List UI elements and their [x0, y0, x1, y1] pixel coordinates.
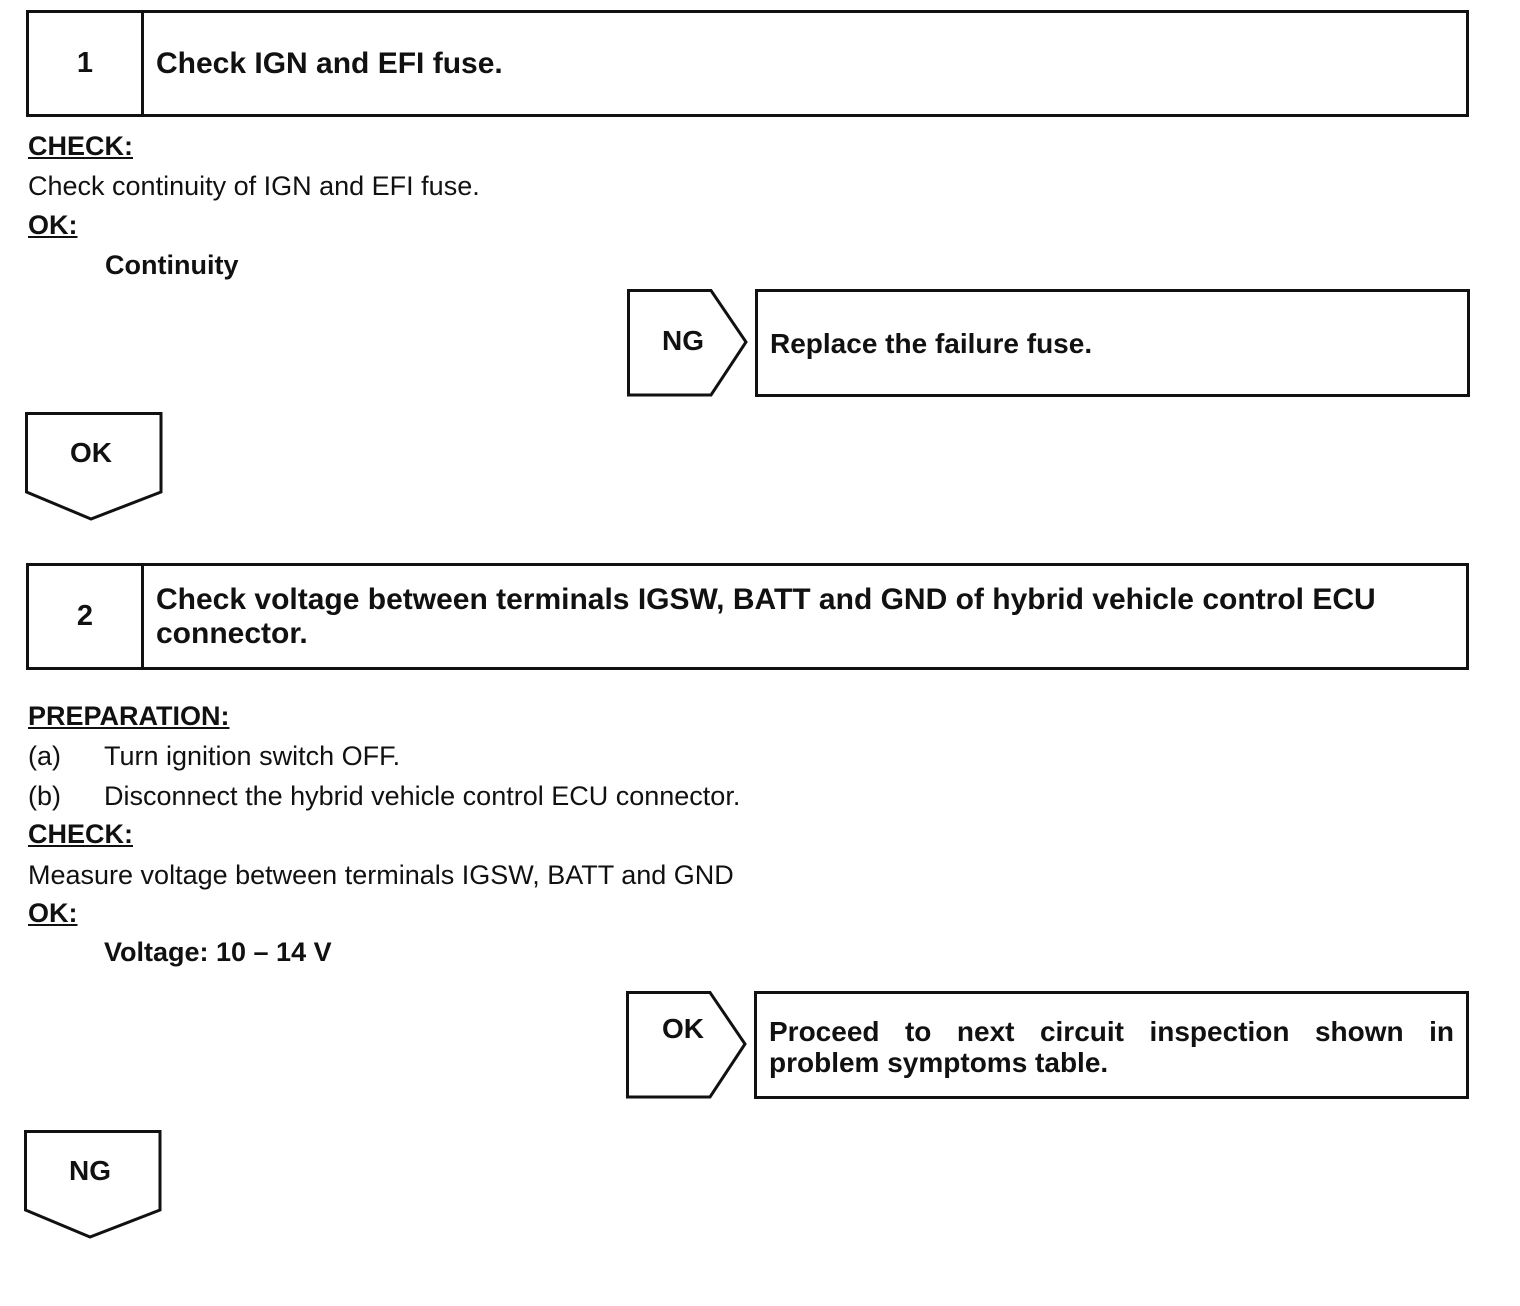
step-2-ok-action-text: Proceed to next circuit inspection shown in problem symptoms table. — [769, 1016, 1454, 1078]
step-1-ng-action-text: Replace the failure fuse. — [770, 327, 1093, 359]
step-1-title: Check IGN and EFI fuse. — [156, 46, 503, 80]
step-1-ok-value: Continuity — [105, 250, 239, 280]
step-2-ng-down-label: NG — [69, 1155, 111, 1186]
step-2-ok-label-shape: OK — [662, 1013, 704, 1044]
step-2-title: Check voltage between terminals IGSW, BATT and GND of hybrid vehicle control ECU connector. — [156, 582, 1376, 650]
step-2-check-text: Measure voltage between terminals IGSW, BATT and GND — [28, 860, 734, 890]
step-2-prep-item-a-text: Turn ignition switch OFF. — [104, 741, 401, 771]
step-2-ok-arrow-shape — [626, 991, 748, 1099]
step-2-prep-item-b-marker: (b) — [28, 781, 61, 811]
step-1-number: 1 — [29, 13, 144, 114]
step-2-ok-value: Voltage: 10 – 14 V — [104, 937, 332, 967]
step-1-header — [26, 10, 1469, 117]
step-2-header — [26, 563, 1469, 670]
step-2-prep-item-b-text: Disconnect the hybrid vehicle control ECU connector. — [104, 781, 741, 811]
step-2-ok-label: OK: — [28, 898, 78, 928]
step-2-ok-action-box — [754, 991, 1469, 1099]
step-2-check-label: CHECK: — [28, 819, 133, 849]
step-1-check-text: Check continuity of IGN and EFI fuse. — [28, 171, 480, 201]
step-1-ok-label: OK: — [28, 210, 78, 240]
step-1-ng-action-box — [755, 289, 1470, 397]
step-1-ng-label: NG — [662, 325, 704, 356]
step-2-number: 2 — [29, 566, 144, 667]
step-1-ok-down-label: OK — [70, 437, 112, 468]
step-2-preparation-label: PREPARATION: — [28, 701, 230, 731]
step-2-prep-item-a-marker: (a) — [28, 741, 61, 771]
step-1-check-label: CHECK: — [28, 131, 133, 161]
